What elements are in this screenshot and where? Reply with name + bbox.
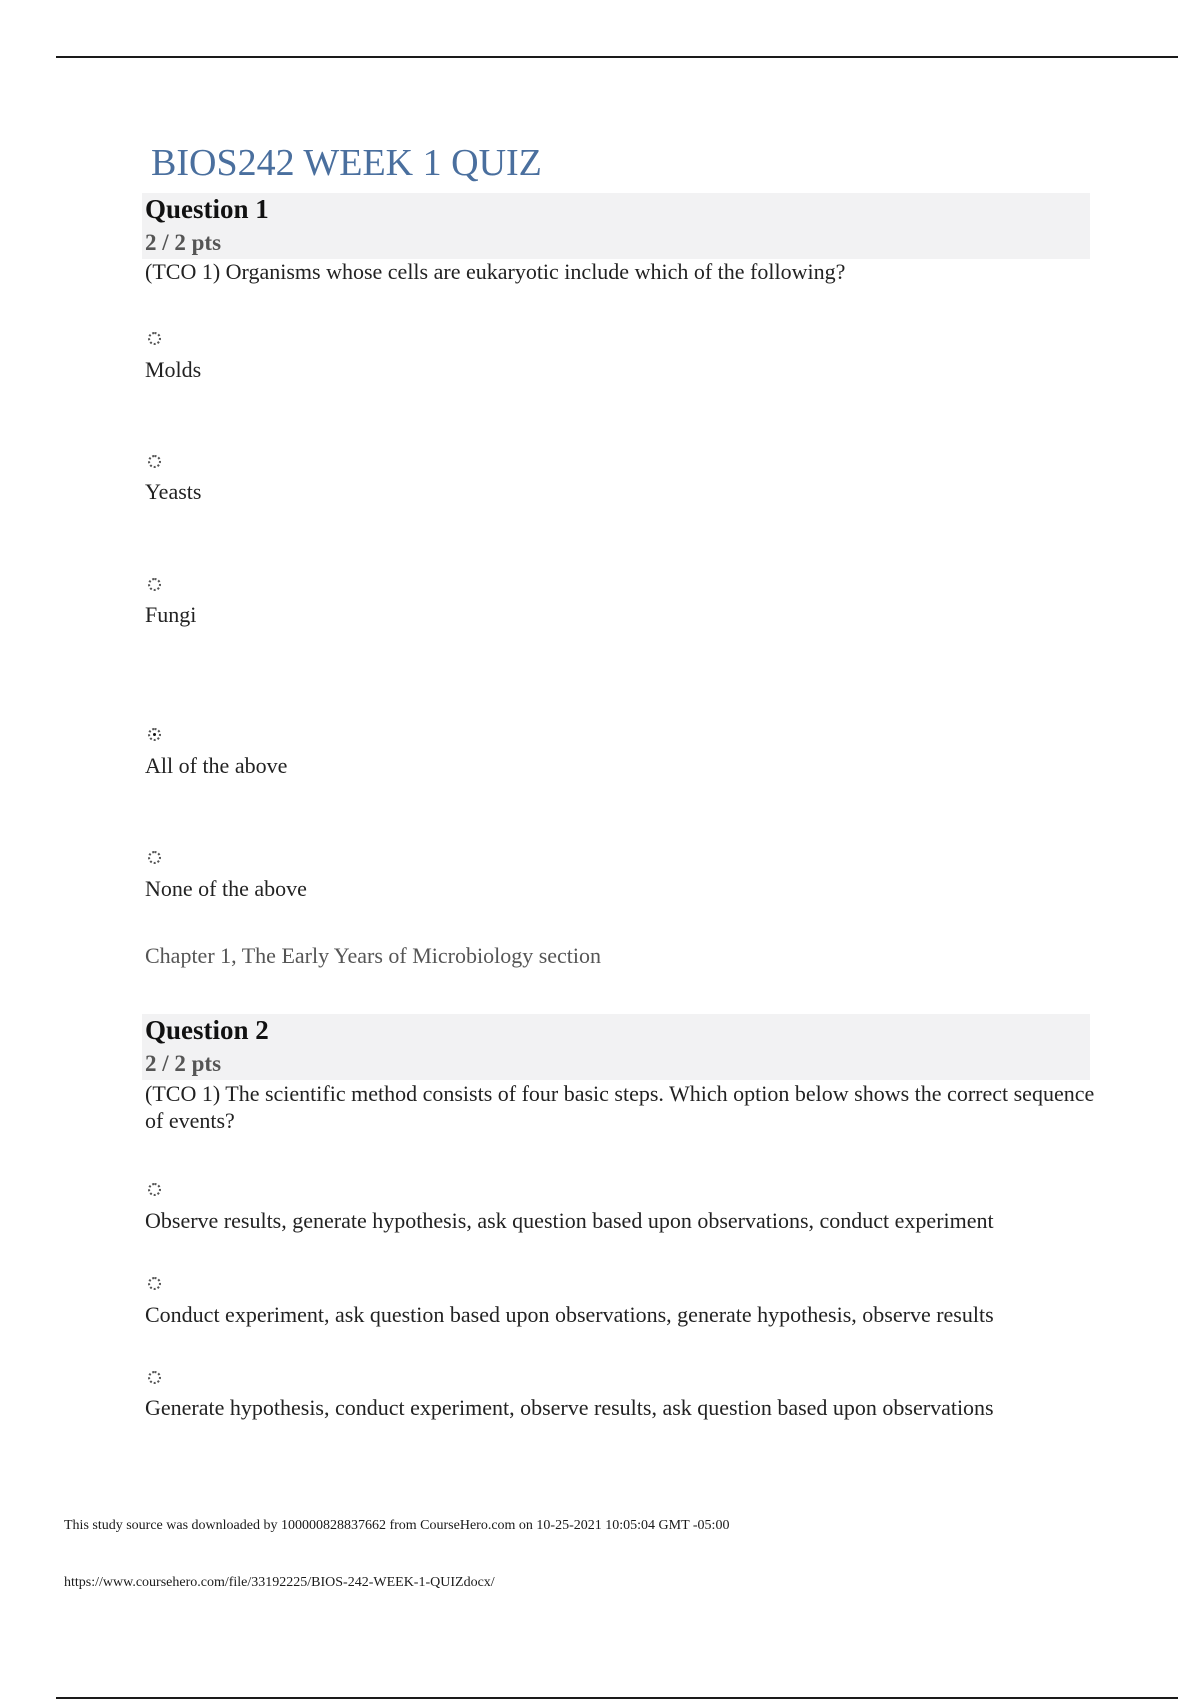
question-1-option-5-label: None of the above [145, 876, 307, 901]
question-2-option-1-radio[interactable] [148, 1183, 161, 1196]
question-1-option-3-label: Fungi [145, 602, 197, 627]
top-rule [56, 56, 1178, 58]
document-title: BIOS242 WEEK 1 QUIZ [151, 142, 542, 184]
question-2-option-2-radio[interactable] [148, 1277, 161, 1290]
question-1-prompt: (TCO 1) Organisms whose cells are eukaryotic include which of the following? [145, 259, 846, 284]
question-1-header [142, 193, 1090, 259]
question-1-option-3-radio[interactable] [148, 578, 161, 591]
download-notice: This study source was downloaded by 100000828837662 from CourseHero.com on 10-25-2021 10:05:04 GMT -05:00 [64, 1518, 730, 1533]
question-2-option-1-label: Observe results, generate hypothesis, ask question based upon observations, conduct experiment [145, 1208, 994, 1233]
question-2-option-2-label: Conduct experiment, ask question based upon observations, generate hypothesis, observe results [145, 1302, 994, 1327]
question-1-option-5-radio[interactable] [148, 851, 161, 864]
question-1-option-2-label: Yeasts [145, 479, 202, 504]
question-1-title: Question 1 [145, 194, 269, 224]
question-2-prompt: (TCO 1) The scientific method consists of four basic steps. Which option below shows the correct sequence of events? [145, 1081, 1095, 1133]
question-2-points: 2 / 2 pts [145, 1051, 222, 1076]
question-1-points: 2 / 2 pts [145, 230, 222, 255]
question-1-option-4-radio[interactable] [148, 728, 161, 741]
question-1-option-4-label: All of the above [145, 753, 288, 778]
question-1-section-note: Chapter 1, The Early Years of Microbiology section [145, 943, 602, 968]
question-2-header [142, 1014, 1090, 1080]
bottom-rule [56, 1697, 1178, 1699]
source-url[interactable]: https://www.coursehero.com/file/33192225/BIOS-242-WEEK-1-QUIZdocx/ [64, 1575, 495, 1590]
question-2-option-3-label: Generate hypothesis, conduct experiment, observe results, ask question based upon observations [145, 1395, 994, 1420]
question-1-option-2-radio[interactable] [148, 455, 161, 468]
question-1-option-1-label: Molds [145, 357, 202, 382]
question-2-option-3-radio[interactable] [148, 1371, 161, 1384]
question-1-option-1-radio[interactable] [148, 332, 161, 345]
question-2-title: Question 2 [145, 1015, 269, 1045]
